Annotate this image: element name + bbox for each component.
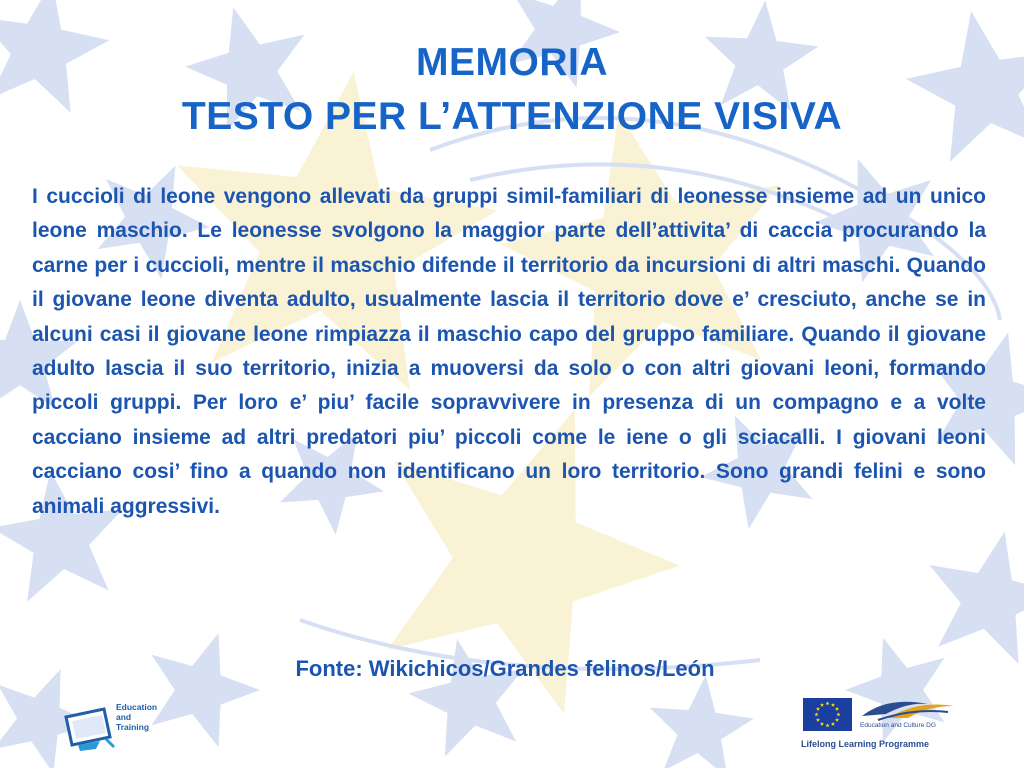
eu-flag-star — [835, 707, 839, 711]
eu-flag-star — [825, 723, 829, 727]
culture-dg-text: Education and Culture DG — [860, 722, 936, 729]
education-training-logo — [62, 701, 182, 753]
slide-title: MEMORIA — [416, 41, 608, 84]
eu-flag-star — [820, 722, 824, 726]
slide-subtitle: TESTO PER L’ATTENZIONE VISIVA — [181, 95, 843, 138]
eu-flag-star — [816, 718, 820, 722]
eu-flag-star — [831, 722, 835, 726]
swoosh-logo-icon — [858, 694, 958, 724]
eu-flag-star — [820, 703, 824, 707]
lifelong-learning-text: Lifelong Learning Programme — [801, 739, 930, 749]
body-text: I cuccioli di leone vengono allevati da gruppi simil-familiari di leonesse insieme ad un unico leone maschio. Le leonesse svolgono la maggior parte dell’attivita’ di caccia procurando la carne per i cuccioli, mentre il maschio difende il territorio da incursioni di altri maschi. Quando il giovane leone diventa adulto, usualmente lascia il territorio dove e’ cresciuto, anche se in alcuni casi il giovane leone rimpiazza il maschio capo del gruppo familiare. Quando il giovane adulto lascia il suo territorio, inizia a muoversi da solo o con altri giovani leoni, formando piccoli gruppi. Per loro e’ piu’ facile sopravvivere in presenza di un compagno e a volte cacciano insieme ad altri predatori piu’ piccoli come le iene o gli sciacalli. I giovani leoni cacciano cosi’ fino a quando non identificano un loro territorio. Sono grandi felini e sono animali aggressivi. — [32, 185, 986, 518]
eu-flag-star — [836, 712, 840, 716]
eu-flag-star — [825, 701, 829, 705]
computer-icon — [62, 703, 118, 753]
eu-flag-star — [835, 718, 839, 722]
eu-flag-star — [816, 707, 820, 711]
eu-programme-logos — [800, 694, 960, 752]
eu-flag-star — [814, 712, 818, 716]
source-citation: Fonte: Wikichicos/Grandes felinos/León — [295, 656, 715, 681]
eu-flag-icon — [803, 698, 852, 731]
eu-flag-star — [831, 703, 835, 707]
education-training-text: Education and Training — [116, 702, 158, 732]
